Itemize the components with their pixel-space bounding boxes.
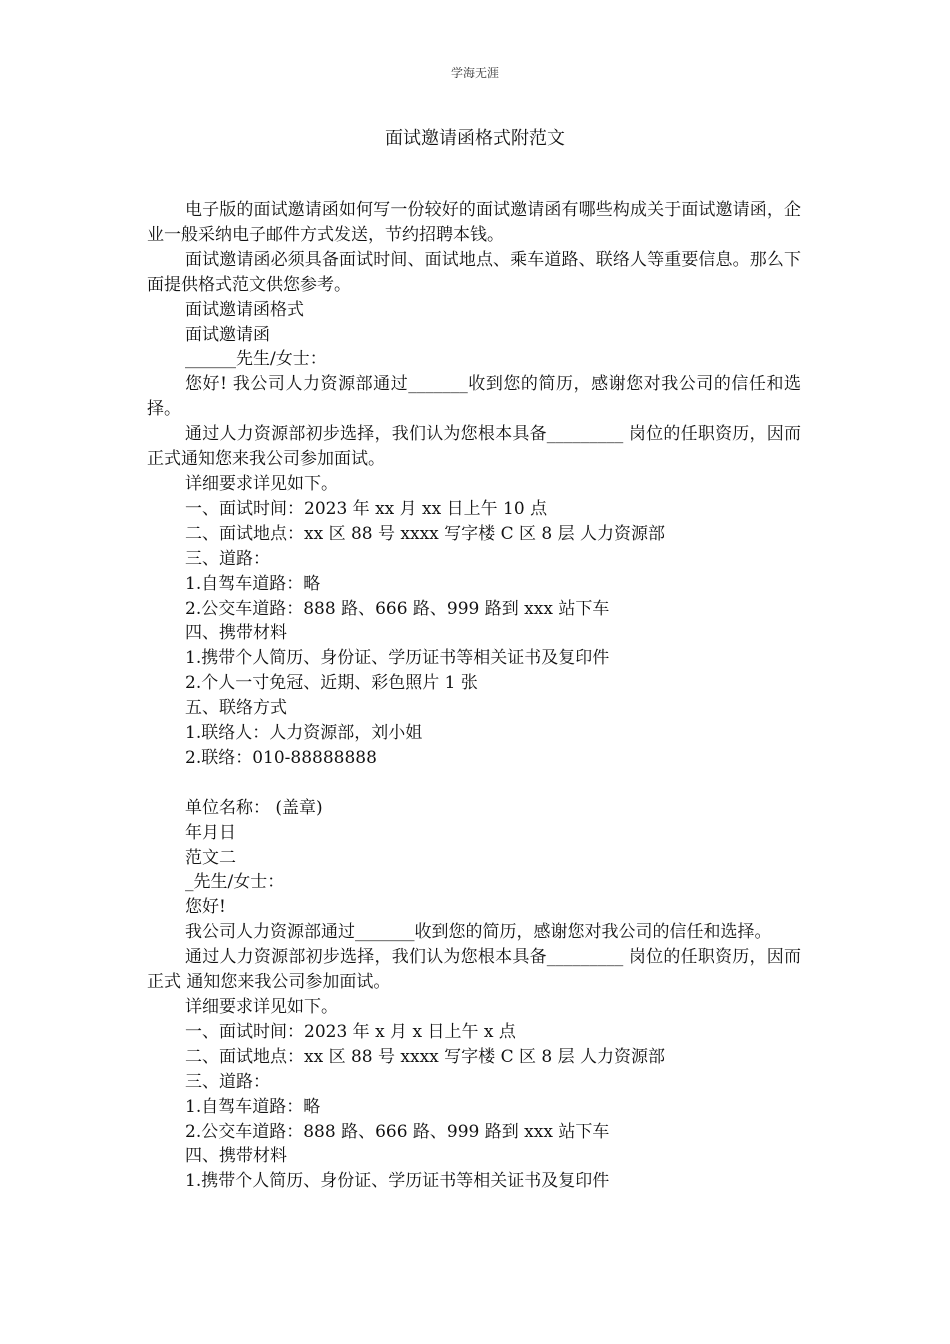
paragraph: 电子版的面试邀请函如何写一份较好的面试邀请函有哪些构成关于面试邀请函，企业一般采纳电子邮件方式发送，节约招聘本钱。	[147, 200, 801, 245]
paragraph: 1.自驾车道路：略	[185, 573, 321, 594]
paragraph: 面试邀请函格式	[185, 299, 304, 320]
paragraph: 通过人力资源部初步选择，我们认为您根本具备_________ 岗位的任职资历，因而正式 通知您来我公司参加面试。	[147, 947, 801, 993]
paragraph: 详细要求详见如下。	[185, 996, 338, 1017]
paragraph: 一、面试时间：2023 年 xx 月 xx 日上午 10 点	[185, 498, 548, 519]
paragraph: 四、携带材料	[185, 623, 287, 644]
paragraph: 面试邀请函必须具备面试时间、面试地点、乘车道路、联络人等重要信息。那么下面提供格式范文供您参考。	[147, 249, 801, 295]
paragraph: 五、联络方式	[185, 698, 287, 719]
paragraph: 2.公交车道路：888 路、666 路、999 路到 xxx 站下车	[185, 598, 610, 619]
paragraph: 2.联络：010-88888888	[185, 747, 377, 768]
paragraph: 我公司人力资源部通过_______收到您的简历，感谢您对我公司的信任和选择。	[185, 922, 772, 943]
paragraph: _先生/女士：	[185, 872, 285, 893]
paragraph: 年月日	[185, 822, 236, 843]
paragraph: 通过人力资源部初步选择，我们认为您根本具备_________ 岗位的任职资历，因而正式通知您来我公司参加面试。	[147, 424, 801, 470]
paragraph: 2.公交车道路：888 路、666 路、999 路到 xxx 站下车	[185, 1121, 610, 1142]
paragraph: 1.携带个人简历、身份证、学历证书等相关证书及复印件	[185, 1171, 610, 1192]
paragraph: 您好!	[185, 897, 226, 918]
paragraph: 2.个人一寸免冠、近期、彩色照片 1 张	[185, 673, 478, 694]
paragraph: 您好! 我公司人力资源部通过_______收到您的简历，感谢您对我公司的信任和选择。	[147, 374, 801, 420]
paragraph: 单位名称： (盖章)	[185, 797, 323, 818]
page-header: 学海无涯	[450, 66, 499, 80]
document-body	[147, 198, 801, 1194]
paragraph: 四、携带材料	[185, 1146, 287, 1167]
paragraph: 二、面试地点：xx 区 88 号 xxxx 写字楼 C 区 8 层 人力资源部	[185, 1046, 666, 1067]
paragraph: 一、面试时间：2023 年 x 月 x 日上午 x 点	[185, 1021, 516, 1042]
document-title: 面试邀请函格式附范文	[385, 128, 565, 149]
blank-line	[147, 771, 801, 796]
paragraph: 三、道路：	[185, 1071, 270, 1092]
paragraph: 面试邀请函	[185, 324, 270, 345]
paragraph: 范文二	[185, 847, 236, 868]
paragraph: 1.联络人：人力资源部，刘小姐	[185, 723, 423, 744]
paragraph: 二、面试地点：xx 区 88 号 xxxx 写字楼 C 区 8 层 人力资源部	[185, 523, 666, 544]
paragraph: 三、道路：	[185, 548, 270, 569]
paragraph: 1.携带个人简历、身份证、学历证书等相关证书及复印件	[185, 648, 610, 669]
paragraph: 1.自驾车道路：略	[185, 1096, 321, 1117]
paragraph: 详细要求详见如下。	[185, 473, 338, 494]
paragraph: ______先生/女士：	[185, 349, 327, 370]
